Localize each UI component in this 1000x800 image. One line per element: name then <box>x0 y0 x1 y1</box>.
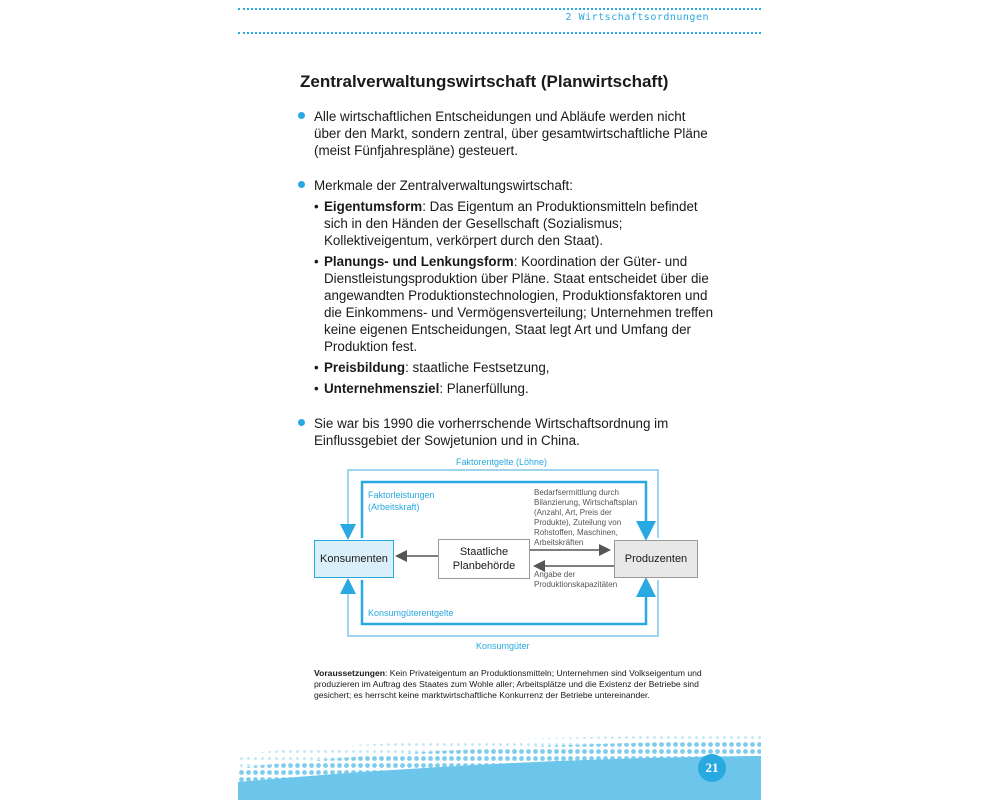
label-faktorentgelte: Faktorentgelte (Löhne) <box>456 457 548 467</box>
header-dotted-line-top <box>238 8 761 10</box>
label-capacity-text: Angabe der Produktionskapazitäten <box>534 570 618 589</box>
feature-desc: : Das Eigentum an Produktionsmitteln befindet sich in den Händen der Gesellschaft (Sozialismus; Kollektiveigentum, verkörpert durch den Staat). <box>324 199 698 248</box>
chapter-header: 2 Wirtschaftsordnungen <box>565 12 709 23</box>
feature-term: Unternehmensziel <box>324 381 440 396</box>
box-konsumenten: Konsumenten <box>314 540 394 578</box>
bullet-2 <box>294 177 714 397</box>
bullet-dot-icon <box>298 112 305 119</box>
main-content <box>294 108 714 467</box>
footnote <box>314 668 709 701</box>
feature-term: Preisbildung <box>324 360 406 375</box>
box-produzenten: Produzenten <box>614 540 698 578</box>
bullet-3 <box>294 415 714 449</box>
page-title: Zentralverwaltungswirtschaft (Planwirtschaft) <box>300 72 669 91</box>
feature-term: Planungs- und Lenkungsform <box>324 254 514 269</box>
feature-item <box>314 359 714 376</box>
book-page <box>238 0 761 800</box>
feature-desc: : Koordination der Güter- und Dienstleistungsproduktion über Pläne. Staat entscheidet über die angewandten Produktionstechnologien, Produktionsfaktoren und die Einkommens- und Vermögensverteilung; Unternehmen treffen keine eigenen Entscheidungen, Staat legt Art und Umfang der Produktion fest. <box>324 254 714 354</box>
bullet-3-text: Sie war bis 1990 die vorherrschende Wirtschaftsordnung im Einflussgebiet der Sowjetunion und in China. <box>314 416 669 448</box>
feature-item <box>314 253 714 355</box>
feature-desc: : staatliche Festsetzung, <box>405 360 550 375</box>
page-number-badge: 21 <box>698 754 726 782</box>
label-konsumgueterentgelte: Konsumgüterentgelte <box>368 608 454 618</box>
feature-desc: : Planerfüllung. <box>439 381 529 396</box>
footer-halftone-band <box>238 734 761 800</box>
header-dotted-line-bottom <box>238 32 761 34</box>
bullet-1 <box>294 108 714 159</box>
label-plan-text: Bedarfsermittlung durch Bilanzierung, Wirtschaftsplan (Anzahl, Art, Preis der Produkte), Zuteilung von Rohstoffen, Maschinen, Arbeitskräften <box>534 488 638 547</box>
bullet-dot-icon <box>298 419 305 426</box>
bullet-2-text: Merkmale der Zentralverwaltungswirtschaft: <box>314 178 573 193</box>
footnote-term: Voraussetzungen <box>314 668 385 678</box>
feature-term: Eigentumsform <box>324 199 423 214</box>
label-konsumgueter: Konsumgüter <box>476 641 530 651</box>
label-faktorleistungen: Faktorleistungen (Arbeitskraft) <box>368 490 435 512</box>
footnote-text: : Kein Privateigentum an Produktionsmitteln; Unternehmen sind Volkseigentum und produzieren im Auftrag des Staates zum Wohle aller; Arbeitsplätze und die Existenz der Betriebe sind gesichert; es herrscht keine marktwirtschaftliche Konkurrenz der Betriebe untereinander. <box>314 668 702 700</box>
feature-item <box>314 198 714 249</box>
bullet-1-text: Alle wirtschaftlichen Entscheidungen und Abläufe werden nicht über den Markt, sondern zentral, über gesamtwirtschaftliche Pläne (meist Fünfjahrespläne) gesteuert. <box>314 109 708 158</box>
bullet-dot-icon <box>298 181 305 188</box>
feature-item <box>314 380 714 397</box>
box-staatliche-planbehoerde: Staatliche Planbehörde <box>438 539 530 579</box>
halftone-pattern <box>238 734 761 800</box>
economic-flow-diagram <box>306 452 706 657</box>
feature-list <box>314 198 714 397</box>
